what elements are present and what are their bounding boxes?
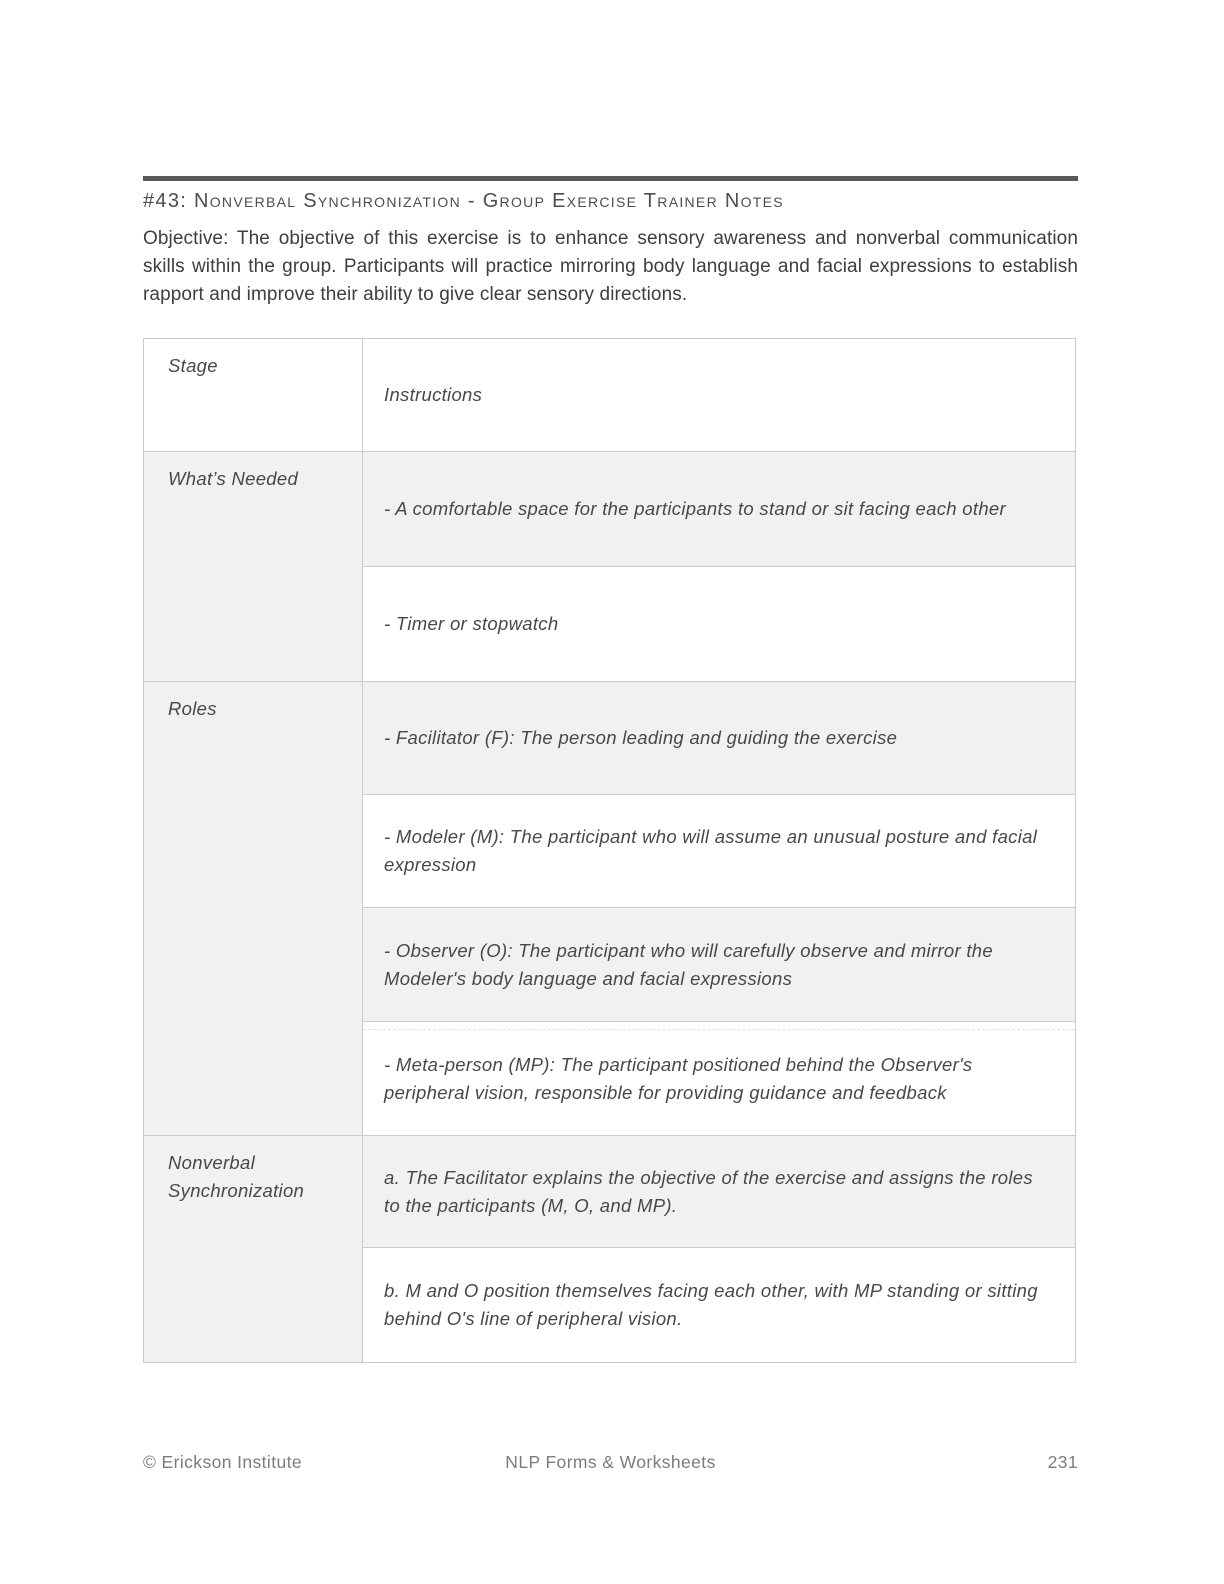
table-row <box>144 682 1076 795</box>
footer-copyright: © Erickson Institute <box>143 1452 303 1472</box>
section-label-whats-needed: What’s Needed <box>144 452 363 682</box>
instruction-cell: - Observer (O): The participant who will carefully observe and mirror the Modeler's body language and facial expressions <box>363 908 1076 1022</box>
table-row <box>144 1136 1076 1248</box>
instruction-cell: b. M and O position themselves facing each other, with MP standing or sitting behind O's line of peripheral vision. <box>363 1248 1076 1363</box>
instruction-cell: - Meta-person (MP): The participant positioned behind the Observer's peripheral vision, responsible for providing guidance and feedback <box>363 1022 1076 1136</box>
instruction-cell: - Modeler (M): The participant who will assume an unusual posture and facial expression <box>363 795 1076 908</box>
stage-column-header: Stage <box>144 339 363 452</box>
heading-rule <box>143 176 1078 181</box>
section-label-nonverbal-synchronization: Nonverbal Synchronization <box>144 1136 363 1363</box>
footer-document-title: NLP Forms & Worksheets <box>505 1452 716 1472</box>
instruction-cell: - Facilitator (F): The person leading and guiding the exercise <box>363 682 1076 795</box>
page-title: #43: Nonverbal Synchronization - Group Exercise Trainer Notes <box>143 190 784 212</box>
instructions-column-header: Instructions <box>363 339 1076 452</box>
footer-page-number: 231 <box>1047 1452 1078 1472</box>
instruction-cell: a. The Facilitator explains the objective of the exercise and assigns the roles to the participants (M, O, and MP). <box>363 1136 1076 1248</box>
table-row <box>144 452 1076 567</box>
section-label-roles: Roles <box>144 682 363 1136</box>
table-row <box>144 339 1076 452</box>
page-footer <box>143 1452 1078 1473</box>
instruction-cell: - Timer or stopwatch <box>363 567 1076 682</box>
document-content <box>143 0 1078 1363</box>
exercise-table <box>143 338 1076 1363</box>
objective-paragraph: Objective: The objective of this exercise is to enhance sensory awareness and nonverbal communication skills within the group. Participants will practice mirroring body language and facial expressions to establish rapport and improve their ability to give clear sensory directions. <box>143 228 1078 305</box>
instruction-cell: - A comfortable space for the participants to stand or sit facing each other <box>363 452 1076 567</box>
